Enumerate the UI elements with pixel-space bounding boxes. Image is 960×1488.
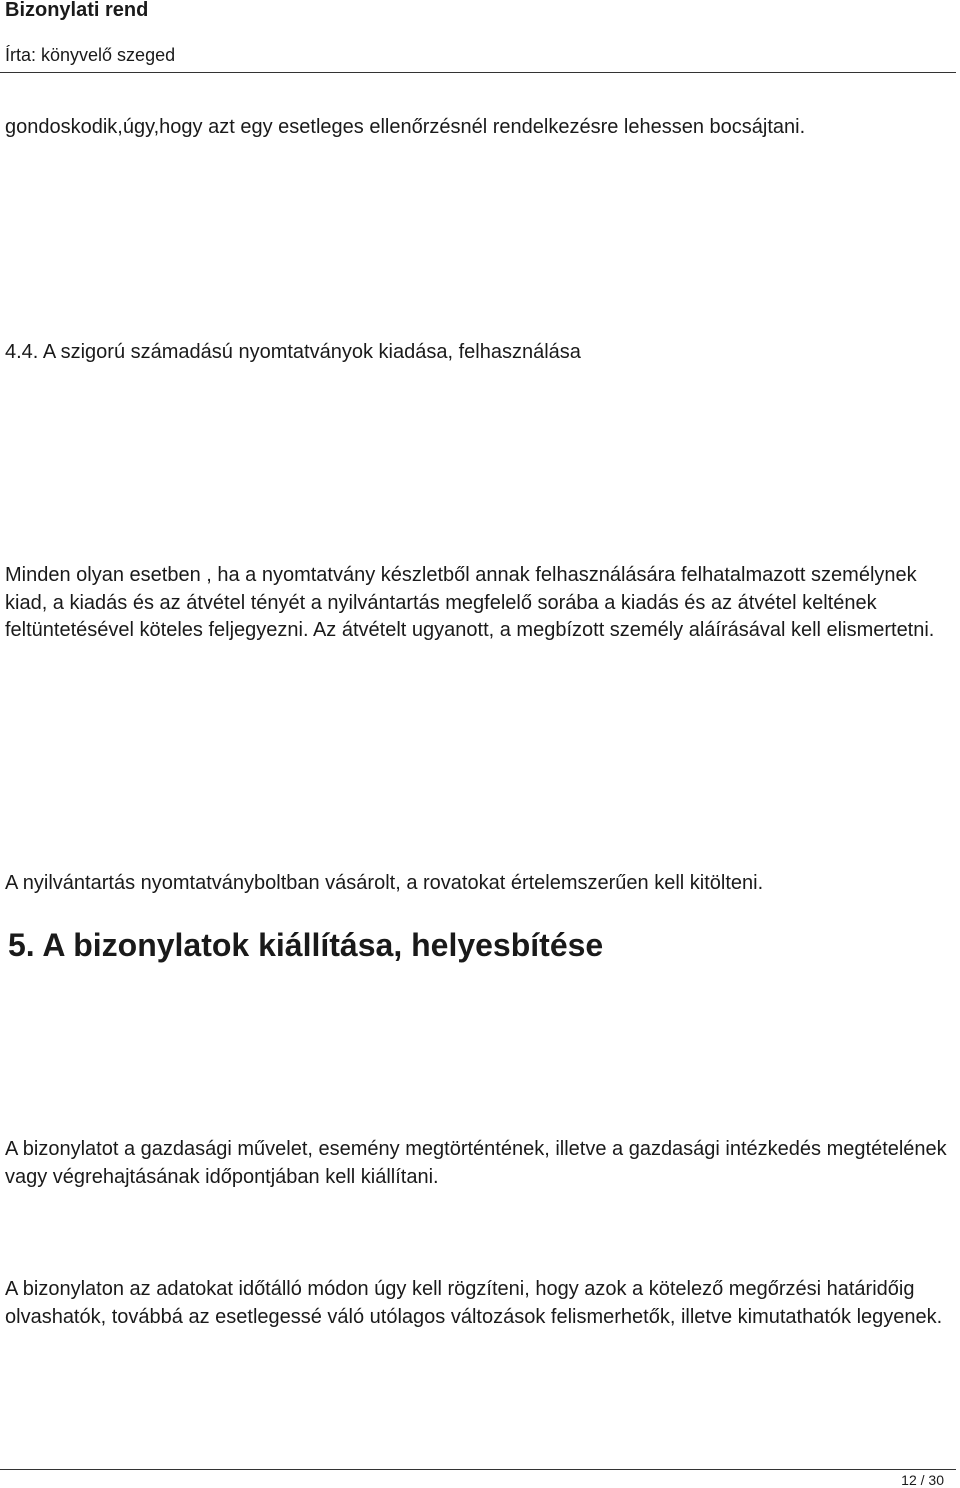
paragraph-register: A nyilvántartás nyomtatványboltban vásárolt, a rovatokat értelemszerűen kell kitölteni. — [5, 872, 764, 894]
footer-divider — [0, 1469, 956, 1470]
author-line: Írta: könyvelő szeged — [5, 45, 176, 65]
document-title: Bizonylati rend — [5, 0, 149, 21]
header-divider — [0, 72, 956, 73]
paragraph-continuation: gondoskodik,úgy,hogy azt egy esetleges ellenőrzésnél rendelkezésre lehessen bocsájtani. — [5, 116, 806, 138]
paragraph-data-recording: A bizonylaton az adatokat időtálló módon úgy kell rögzíteni, hogy azok a kötelező megőrzési határidőig olvashatók, továbbá az esetlegessé váló utólagos változások felismerhetők, illetve kimutathatók legyenek. — [5, 1278, 943, 1328]
section-heading-5: 5. A bizonylatok kiállítása, helyesbítése — [8, 927, 604, 963]
page-header — [0, 0, 960, 74]
subsection-heading-4-4: 4.4. A szigorú számadású nyomtatványok kiadása, felhasználása — [5, 341, 581, 363]
paragraph-issuing-time: A bizonylatot a gazdasági művelet, esemény megtörténtének, illetve a gazdasági intézkedés megtételének vagy végrehajtásának időpontjában kell kiállítani. — [5, 1138, 947, 1188]
page-number: 12 / 30 — [901, 1472, 944, 1488]
paragraph-issuance: Minden olyan esetben , ha a nyomtatvány készletből annak felhasználására felhatalmazott személynek kiad, a kiadás és az átvétel tényét a nyilvántartás megfelelő sorába a kiadás és az átvétel keltének feltüntetésével köteles feljegyezni. Az átvételt ugyanott, a megbízott személy aláírásával kell elismertetni. — [5, 564, 935, 641]
